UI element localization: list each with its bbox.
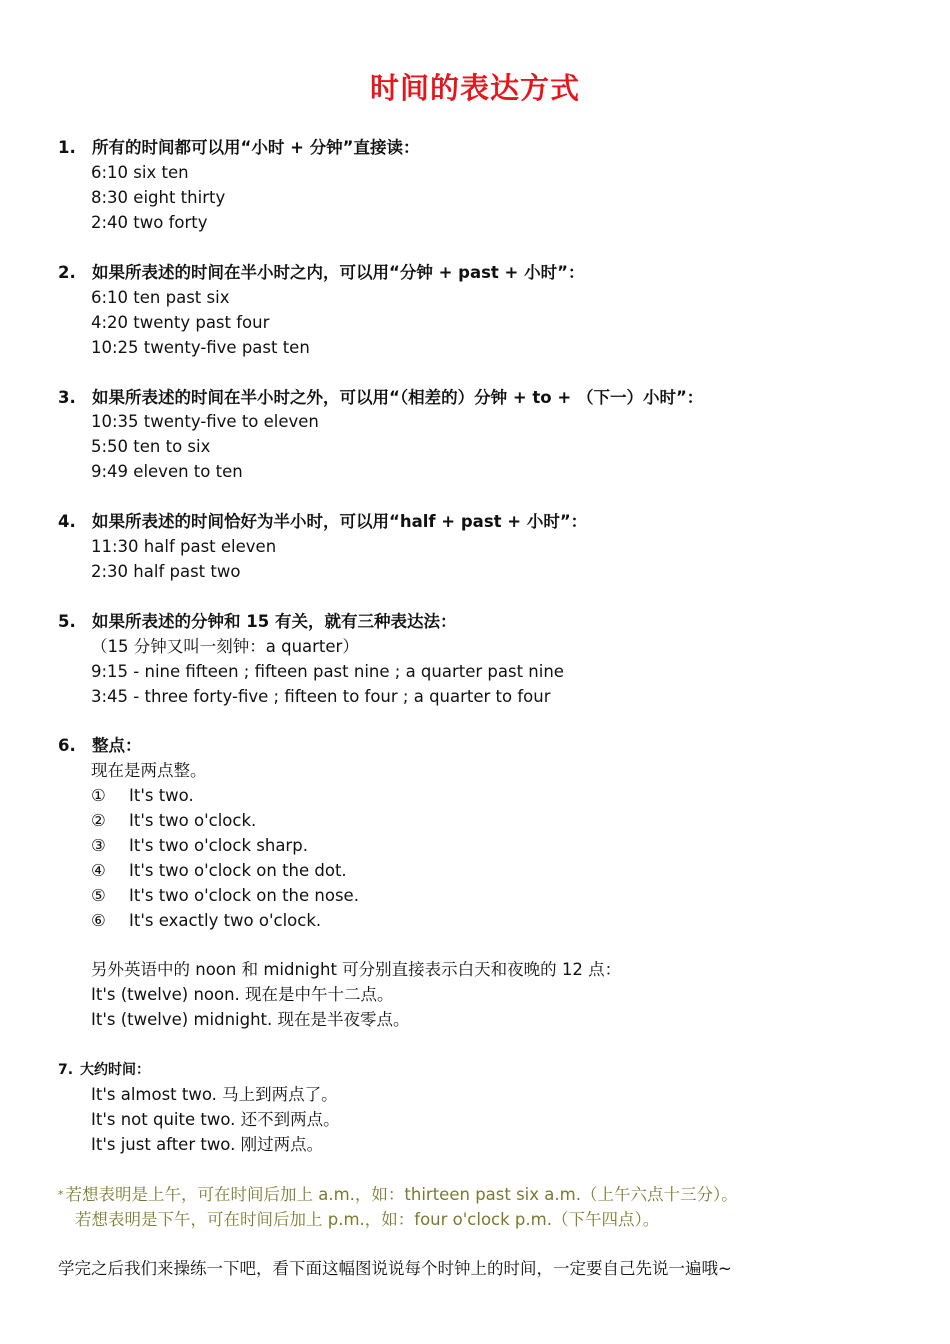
note-text-am: 若想表明是上午，可在时间后加上 a.m.，如：thirteen past six a.m.（上午六点十三分）。 — [65, 1185, 738, 1204]
list-item-text: It's exactly two o'clock. — [129, 911, 322, 930]
section-5-examples — [91, 634, 564, 709]
section-7-title: 大约时间： — [80, 1062, 150, 1078]
example-line: 9:49 eleven to ten — [91, 462, 243, 481]
example-line: 9:15 - nine fifteen ; fifteen past nine ; a quarter past nine — [91, 662, 564, 681]
circled-number: ② — [91, 811, 106, 830]
section-4-title: 如果所表述的时间恰好为半小时，可以用“half + past + 小时”： — [92, 512, 588, 531]
section-7-heading — [58, 1058, 150, 1082]
section-4-number: 4. — [58, 512, 76, 531]
section-1-number: 1. — [58, 138, 76, 157]
am-pm-note — [58, 1182, 738, 1232]
list-item — [91, 833, 359, 858]
section-7-examples — [91, 1082, 340, 1157]
section-3-heading — [58, 386, 703, 410]
section-1-title: 所有的时间都可以用“小时 + 分钟”直接读： — [92, 138, 420, 157]
section-3-number: 3. — [58, 388, 76, 407]
example-line: （15 分钟又叫一刻钟：a quarter） — [91, 637, 359, 656]
circled-number: ③ — [91, 836, 106, 855]
example-line: 11:30 half past eleven — [91, 537, 277, 556]
section-6-intro: 现在是两点整。 — [91, 761, 207, 780]
example-line: 2:30 half past two — [91, 562, 241, 581]
list-item-text: It's two o'clock sharp. — [129, 836, 308, 855]
extra-line: It's (twelve) midnight. 现在是半夜零点。 — [91, 1010, 410, 1029]
asterisk-icon: * — [58, 1188, 64, 1201]
example-line: 4:20 twenty past four — [91, 313, 270, 332]
circled-number: ⑤ — [91, 886, 106, 905]
list-item — [91, 883, 359, 908]
closing-text: 学完之后我们来操练一下吧，看下面这幅图说说每个时钟上的时间，一定要自己先说一遍哦~ — [58, 1259, 732, 1278]
list-item — [91, 808, 359, 833]
section-6-extra — [91, 957, 621, 1032]
section-4-examples — [91, 534, 276, 584]
circled-number: ① — [91, 786, 106, 805]
section-2-title: 如果所表述的时间在半小时之内，可以用“分钟 + past + 小时”： — [92, 263, 585, 282]
extra-line: It's (twelve) noon. 现在是中午十二点。 — [91, 985, 394, 1004]
example-line: 2:40 two forty — [91, 213, 208, 232]
example-line: It's just after two. 刚过两点。 — [91, 1135, 324, 1154]
list-item — [91, 858, 359, 883]
section-6-number: 6. — [58, 736, 76, 755]
example-line: It's almost two. 马上到两点了。 — [91, 1085, 338, 1104]
note-line-am — [58, 1182, 738, 1207]
example-line: 5:50 ten to six — [91, 437, 211, 456]
example-line: 3:45 - three forty-five ; fifteen to four ; a quarter to four — [91, 687, 551, 706]
section-2-heading — [58, 261, 584, 285]
list-item-text: It's two o'clock. — [129, 811, 257, 830]
example-line: 6:10 six ten — [91, 163, 189, 182]
circled-number: ④ — [91, 861, 106, 880]
section-3-examples — [91, 409, 319, 484]
section-7-number: 7. — [58, 1062, 74, 1078]
example-line: 10:35 twenty-five to eleven — [91, 412, 319, 431]
page-title: 时间的表达方式 — [369, 71, 580, 105]
circled-number: ⑥ — [91, 911, 106, 930]
extra-line: 另外英语中的 noon 和 midnight 可分别直接表示白天和夜晚的 12 点： — [91, 960, 622, 979]
section-1-heading — [58, 136, 420, 160]
section-6-title: 整点： — [92, 736, 142, 755]
example-line: 6:10 ten past six — [91, 288, 230, 307]
section-5-title: 如果所表述的分钟和 15 有关，就有三种表达法： — [92, 612, 457, 631]
note-line-pm: 若想表明是下午，可在时间后加上 p.m.，如：four o'clock p.m.（下午四点）。 — [75, 1210, 660, 1229]
section-4-heading — [58, 510, 587, 534]
section-5-heading — [58, 610, 456, 634]
section-3-title: 如果所表述的时间在半小时之外，可以用“（相差的）分钟 + to + （下一）小时”： — [92, 388, 704, 407]
list-item-text: It's two o'clock on the dot. — [129, 861, 347, 880]
section-5-number: 5. — [58, 612, 76, 631]
list-item — [91, 783, 359, 808]
example-line: It's not quite two. 还不到两点。 — [91, 1110, 340, 1129]
section-6-heading — [58, 734, 142, 758]
section-1-examples — [91, 160, 225, 235]
section-2-number: 2. — [58, 263, 76, 282]
example-line: 10:25 twenty-five past ten — [91, 338, 310, 357]
example-line: 8:30 eight thirty — [91, 188, 226, 207]
section-2-examples — [91, 285, 310, 360]
list-item-text: It's two o'clock on the nose. — [129, 886, 359, 905]
section-6-examples — [91, 758, 359, 933]
list-item — [91, 908, 359, 933]
list-item-text: It's two. — [129, 786, 194, 805]
